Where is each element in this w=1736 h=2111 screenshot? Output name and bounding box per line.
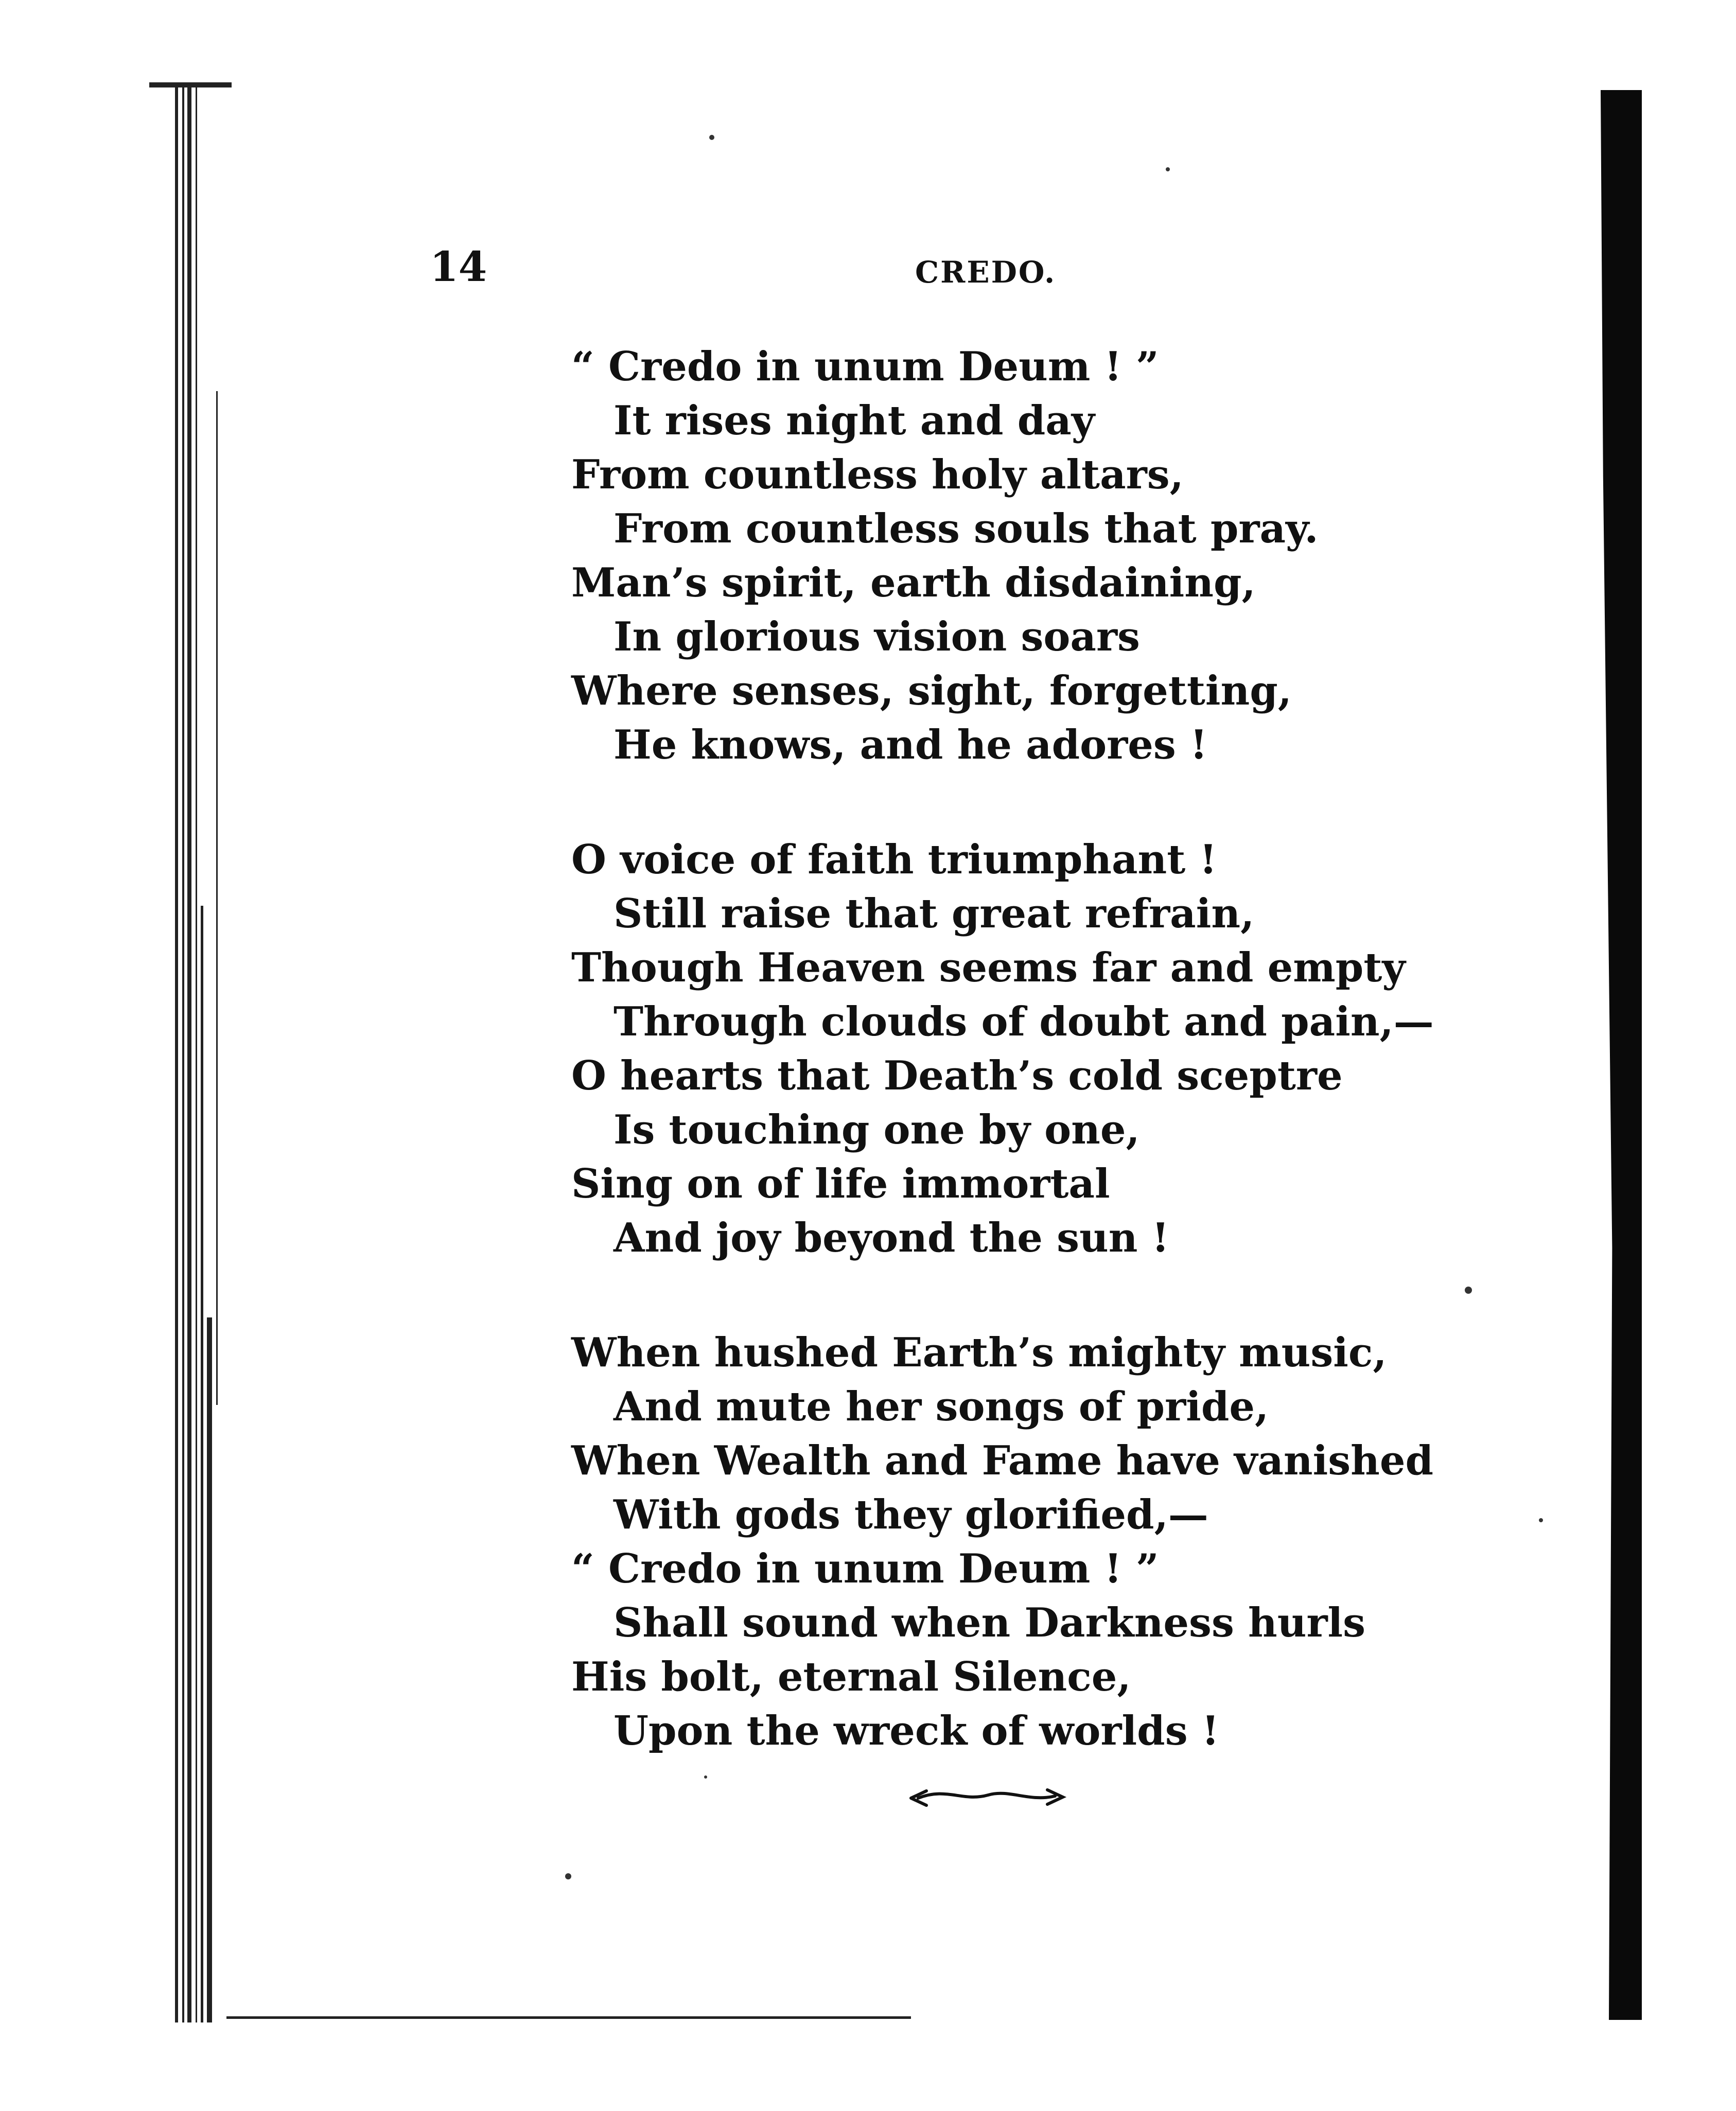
poem-line: O voice of faith triumphant ! [571,836,1217,883]
bottom-dash [852,2016,903,2019]
poem-line: He knows, and he adores ! [613,722,1208,768]
poem-line: “ Credo in unum Deum ! ” [571,1545,1159,1592]
page-number: 14 [430,242,487,291]
tailpiece-ornament-icon [906,1782,1071,1813]
stanza [571,1326,1446,1758]
poem-line: When Wealth and Fame have vanished [571,1437,1433,1484]
bottom-rule [226,2016,911,2019]
poem-line: Through clouds of doubt and pain,— [613,998,1434,1045]
stanza [571,833,1446,1265]
poem-line: Is touching one by one, [613,1106,1140,1153]
running-title: CREDO. [915,255,1057,290]
right-page-edge [1601,90,1642,2020]
poem-line: Shall sound when Darkness hurls [613,1599,1366,1646]
poem-line: Still raise that great refrain, [613,890,1255,937]
poem-line: His bolt, eternal Silence, [571,1653,1131,1700]
poem-line: “ Credo in unum Deum ! ” [571,343,1159,390]
poem-line: Upon the wreck of worlds ! [613,1708,1220,1754]
poem-line: In glorious vision soars [613,613,1140,660]
poem-line: Man’s spirit, earth disdaining, [571,559,1256,606]
poem-line: From countless holy altars, [571,451,1184,498]
poem [571,340,1446,1819]
poem-line: When hushed Earth’s mighty music, [571,1329,1387,1376]
bottom-dash [821,2016,841,2019]
poem-line: O hearts that Death’s cold sceptre [571,1052,1343,1099]
stanza [571,340,1446,772]
poem-line: From countless souls that pray. [613,505,1319,552]
left-binding-edge [175,82,234,2022]
poem-line: And mute her songs of pride, [613,1383,1269,1430]
poem-line: Sing on of life immortal [571,1160,1110,1207]
poem-line: And joy beyond the sun ! [613,1215,1169,1261]
poem-line: Where senses, sight, forgetting, [571,667,1292,714]
poem-line: With gods they glorified,— [613,1491,1208,1538]
poem-line: Though Heaven seems far and empty [571,944,1406,991]
poem-line: It rises night and day [613,397,1095,444]
